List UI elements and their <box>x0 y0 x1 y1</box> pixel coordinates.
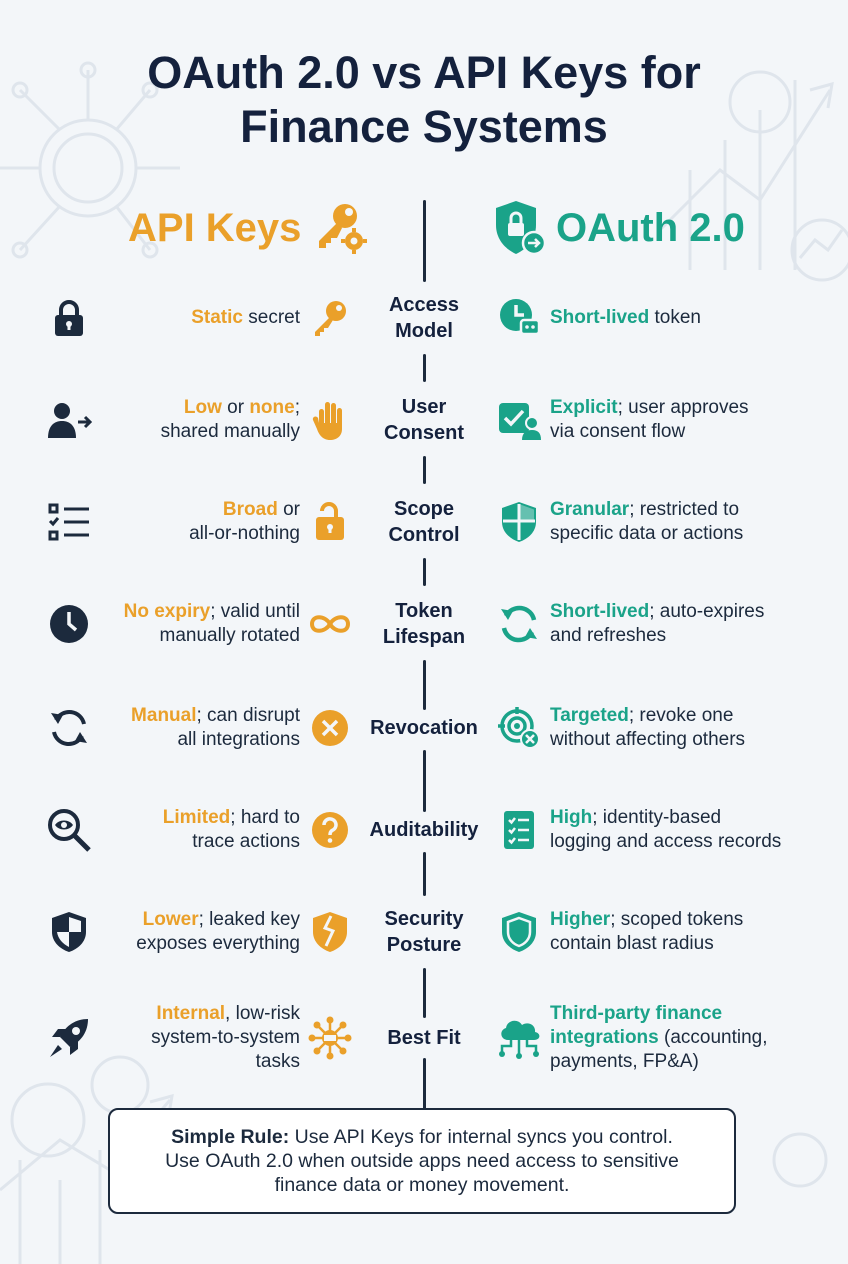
row-auditability <box>0 798 848 862</box>
page-title <box>0 46 848 154</box>
api-keys-revocation-text: Manual; can disrupt all integrations <box>131 705 300 750</box>
row-label-best-fit: Best Fit <box>354 1023 494 1053</box>
check-shield-icon <box>496 909 542 955</box>
api-keys-consent-text: Low or none; shared manually <box>160 397 300 442</box>
row-label-security-posture: Security Posture <box>354 904 494 960</box>
sync-arrows-icon <box>46 705 92 751</box>
oauth-access-model-text: Short-lived token <box>550 307 701 328</box>
oauth-security-text: Higher; scoped tokens contain blast radius <box>550 909 744 954</box>
api-keys-header <box>128 196 367 260</box>
simple-rule-label: Simple Rule: <box>171 1126 290 1148</box>
simple-rule-text: Simple Rule: Use API Keys for internal syncs you control. Use OAuth 2.0 when outside apps need access to sensitive finance data or money movement. <box>165 1126 679 1196</box>
clock-token-icon <box>496 295 542 341</box>
api-keys-lifespan-text: No expiry; valid until manually rotated <box>123 601 300 646</box>
user-arrow-icon <box>46 397 92 443</box>
refresh-icon <box>496 601 542 647</box>
row-revocation <box>0 696 848 760</box>
row-label-user-consent: User Consent <box>354 392 494 448</box>
api-keys-audit-text: Limited; hard to trace actions <box>162 807 300 852</box>
question-circle-icon <box>307 807 353 853</box>
api-keys-scope-text: Broad or all-or-nothing <box>189 499 300 544</box>
simple-rule-box <box>108 1108 736 1214</box>
audit-list-icon <box>496 807 542 853</box>
row-token-lifespan <box>0 592 848 656</box>
target-revoke-icon <box>496 705 542 751</box>
checklist-icon <box>46 499 92 545</box>
half-shield-icon <box>46 909 92 955</box>
oauth-header <box>494 196 745 260</box>
row-label-token-lifespan: Token Lifespan <box>354 596 494 652</box>
divider-line <box>423 200 426 282</box>
oauth-revocation-text: Targeted; revoke one without affecting others <box>550 705 746 750</box>
row-scope-control <box>0 490 848 554</box>
clock-icon <box>46 601 92 647</box>
magnifier-eye-icon <box>46 807 92 853</box>
key-icon <box>307 295 353 341</box>
row-label-auditability: Auditability <box>354 815 494 845</box>
api-keys-access-model-text: Static secret <box>191 307 300 328</box>
row-user-consent <box>0 388 848 452</box>
row-security-posture <box>0 900 848 964</box>
shield-lock-icon <box>494 199 546 257</box>
api-keys-best-fit-text: Internal, low-risk system-to-system tasks <box>151 1003 300 1072</box>
title-line-2: Finance Systems <box>240 101 608 152</box>
hand-icon <box>307 397 353 443</box>
open-padlock-icon <box>307 499 353 545</box>
network-hub-icon <box>307 1015 353 1061</box>
infinity-icon <box>307 601 353 647</box>
segmented-shield-icon <box>496 499 542 545</box>
divider-line <box>423 558 426 586</box>
divider-line <box>423 354 426 382</box>
row-best-fit <box>0 1002 848 1074</box>
oauth-consent-text: Explicit; user approves via consent flow <box>550 397 749 442</box>
broken-shield-icon <box>307 909 353 955</box>
cloud-network-icon <box>496 1015 542 1061</box>
row-label-scope-control: Scope Control <box>354 494 494 550</box>
row-label-access-model: Access Model <box>354 290 494 346</box>
oauth-best-fit-text: Third-party finance integrations (accounting, payments, FP&A) <box>550 1003 768 1072</box>
oauth-lifespan-text: Short-lived; auto-expires and refreshes <box>550 601 765 646</box>
divider-line <box>423 456 426 484</box>
row-access-model <box>0 286 848 350</box>
oauth-scope-text: Granular; restricted to specific data or actions <box>550 499 744 544</box>
title-line-1: OAuth 2.0 vs API Keys for <box>147 47 701 98</box>
api-keys-label: API Keys <box>128 205 302 250</box>
oauth-label: OAuth 2.0 <box>556 205 745 250</box>
padlock-icon <box>46 295 92 341</box>
api-keys-security-text: Lower; leaked key exposes everything <box>136 909 300 954</box>
oauth-audit-text: High; identity-based logging and access records <box>550 807 782 852</box>
x-circle-icon <box>307 705 353 751</box>
key-gear-icon <box>311 200 367 256</box>
user-approve-icon <box>496 397 542 443</box>
rocket-icon <box>46 1015 92 1061</box>
row-label-revocation: Revocation <box>354 713 494 743</box>
